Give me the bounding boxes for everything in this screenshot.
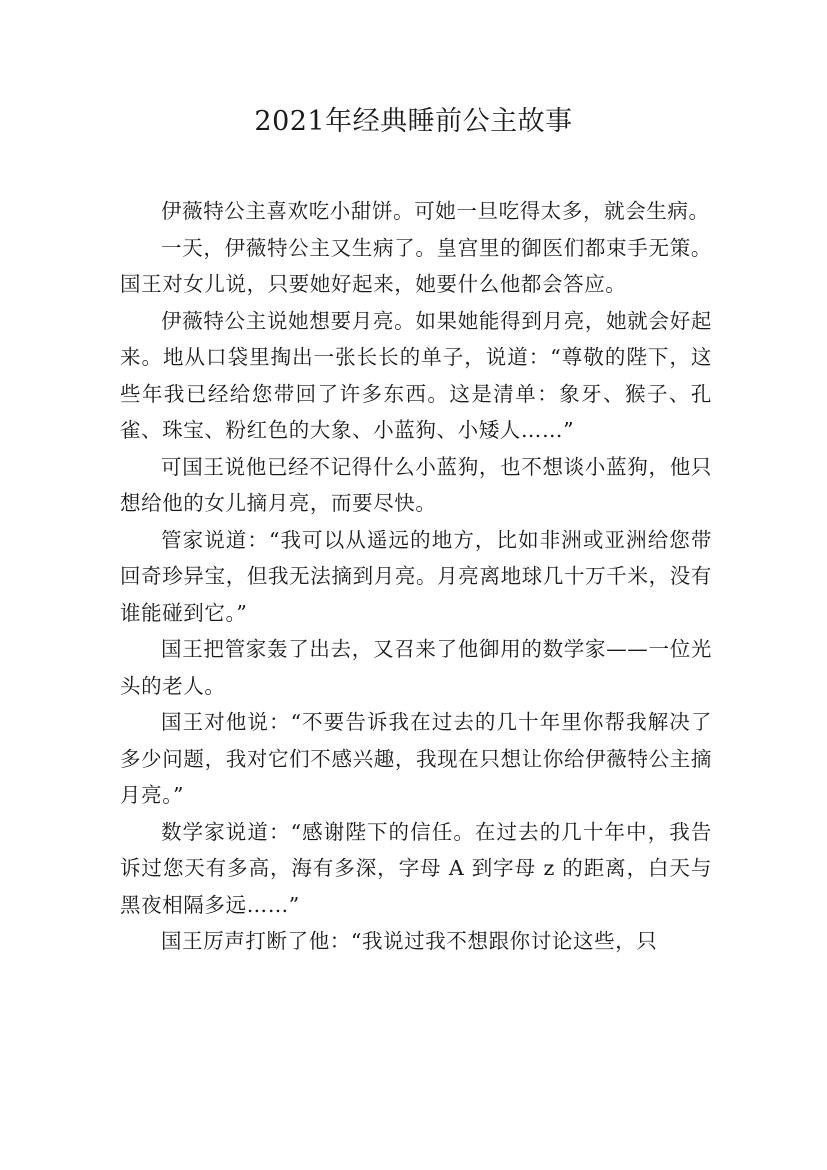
document-title: 2021年经典睡前公主故事 xyxy=(254,106,573,137)
document-body xyxy=(120,193,712,960)
paragraph-4: 可国王说他已经不记得什么小蓝狗，也不想谈小蓝狗，他只想给他的女儿摘月亮，而要尽快。 xyxy=(120,454,712,515)
paragraph-8: 数学家说道：“感谢陛下的信任。在过去的几十年中，我告诉过您天有多高，海有多深，字母 A 到字母 z 的距离，白天与黑夜相隔多远……” xyxy=(120,819,712,917)
paragraph-3: 伊薇特公主说她想要月亮。如果她能得到月亮，她就会好起来。地从口袋里掏出一张长长的单子，说道：“尊敬的陛下，这些年我已经给您带回了许多东西。这是清单：象牙、猴子、孔雀、珠宝、粉红色的大象、小蓝狗、小矮人……” xyxy=(120,308,712,442)
paragraph-2: 一天，伊薇特公主又生病了。皇宫里的御医们都束手无策。国王对女儿说，只要她好起来，她要什么他都会答应。 xyxy=(120,235,712,296)
paragraph-5: 管家说道：“我可以从遥远的地方，比如非洲或亚洲给您带回奇珍异宝，但我无法摘到月亮。月亮离地球几十万千米，没有谁能碰到它。” xyxy=(120,527,712,625)
paragraph-6: 国王把管家轰了出去，又召来了他御用的数学家——一位光头的老人。 xyxy=(120,637,712,698)
paragraph-1: 伊薇特公主喜欢吃小甜饼。可她一旦吃得太多，就会生病。 xyxy=(161,199,710,223)
paragraph-9: 国王厉声打断了他：“我说过我不想跟你讨论这些，只 xyxy=(161,929,658,953)
paragraph-7: 国王对他说：“不要告诉我在过去的几十年里你帮我解决了多少问题，我对它们不感兴趣，我现在只想让你给伊薇特公主摘月亮。” xyxy=(120,710,712,807)
